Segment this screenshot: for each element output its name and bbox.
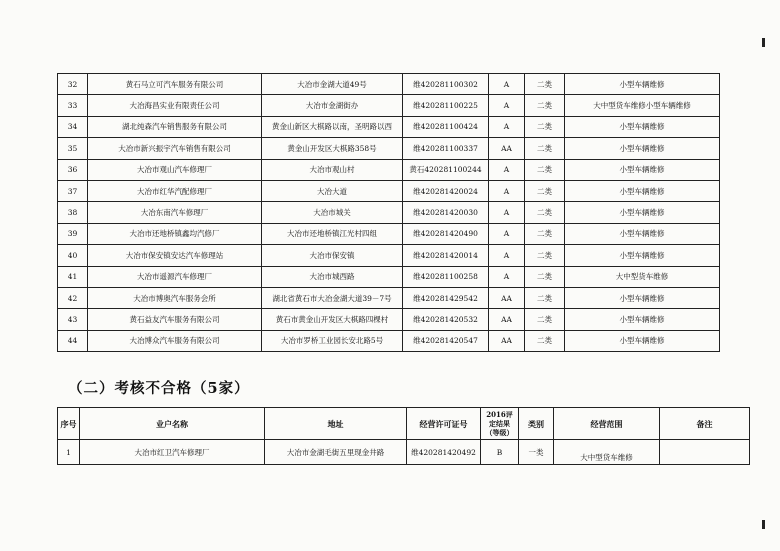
cell-grade: A: [489, 74, 525, 95]
cell-no: 37: [58, 180, 88, 201]
cell-scope: 小型车辆维修: [565, 74, 720, 95]
cell-no: 33: [58, 95, 88, 116]
table-row: [58, 95, 720, 116]
cell-name: 大冶市保安镇安达汽车修理站: [88, 245, 262, 266]
table-header-row: [58, 408, 750, 440]
cell-class: 一类: [519, 440, 554, 465]
cell-name: 大冶东南汽车修理厂: [88, 202, 262, 223]
cell-license: 维420281100258: [403, 266, 489, 287]
cell-scope: 小型车辆维修: [565, 159, 720, 180]
cell-class: 二类: [525, 116, 565, 137]
cell-grade: A: [489, 223, 525, 244]
cell-address: 大冶市金湖大道49号: [262, 74, 403, 95]
cell-address: 大冶市还地桥镇江光村四组: [262, 223, 403, 244]
cell-name: 大冶市遥源汽车修理厂: [88, 266, 262, 287]
cell-license: 维420281420024: [403, 180, 489, 201]
cell-class: 二类: [525, 159, 565, 180]
cell-class: 二类: [525, 202, 565, 223]
cell-scope: 大中型货车维修: [554, 440, 660, 465]
cell-name: 黄石益友汽车服务有限公司: [88, 309, 262, 330]
header-grade: 2016评定结果（等级）: [481, 408, 519, 440]
cell-license: 维420281100225: [403, 95, 489, 116]
table-row: [58, 330, 720, 351]
cell-license: 维420281100302: [403, 74, 489, 95]
cell-name: 大冶市博奥汽车服务会所: [88, 287, 262, 308]
unqualified-enterprises-table: [57, 407, 750, 465]
cell-scope: 小型车辆维修: [565, 180, 720, 201]
cell-remark: [660, 440, 750, 465]
cell-class: 二类: [525, 95, 565, 116]
cell-scope: 小型车辆维修: [565, 330, 720, 351]
cell-address: 大冶大道: [262, 180, 403, 201]
table-row: [58, 180, 720, 201]
cell-license: 维420281420492: [407, 440, 481, 465]
cell-grade: A: [489, 266, 525, 287]
cell-license: 维420281420532: [403, 309, 489, 330]
table-row: [58, 309, 720, 330]
unqualified-table-body: [58, 440, 750, 465]
cell-name: 大冶市红华汽配修理厂: [88, 180, 262, 201]
cell-no: 43: [58, 309, 88, 330]
cell-address: 大冶市城西路: [262, 266, 403, 287]
cell-grade: A: [489, 95, 525, 116]
qualified-enterprises-table: [57, 73, 720, 352]
cell-grade: AA: [489, 330, 525, 351]
cell-name: 大冶市观山汽车修理厂: [88, 159, 262, 180]
cell-scope: 小型车辆维修: [565, 223, 720, 244]
cell-address: 大冶市金湖毛街五里现金井路: [265, 440, 407, 465]
cell-scope: 小型车辆维修: [565, 138, 720, 159]
cell-grade: A: [489, 180, 525, 201]
table-row: [58, 223, 720, 244]
cell-scope: 大中型货车维修: [565, 266, 720, 287]
cell-grade: A: [489, 202, 525, 223]
cell-address: 大冶市罗桥工业园长安北路5号: [262, 330, 403, 351]
cell-class: 二类: [525, 330, 565, 351]
cell-grade: A: [489, 245, 525, 266]
cell-name: 大冶博众汽车服务有限公司: [88, 330, 262, 351]
table-row: [58, 287, 720, 308]
cell-address: 黄金山新区大棋路以南，圣明路以西: [262, 116, 403, 137]
cell-no: 36: [58, 159, 88, 180]
header-name: 业户名称: [80, 408, 265, 440]
binding-mark: [762, 520, 765, 529]
cell-name: 大冶市还地桥镇鑫均汽修厂: [88, 223, 262, 244]
cell-address: 黄石市黄金山开发区大棋路四棵村: [262, 309, 403, 330]
cell-license: 维420281100337: [403, 138, 489, 159]
cell-scope: 小型车辆维修: [565, 245, 720, 266]
cell-no: 32: [58, 74, 88, 95]
cell-address: 大冶市观山村: [262, 159, 403, 180]
cell-no: 34: [58, 116, 88, 137]
table-row: [58, 138, 720, 159]
cell-license: 维420281420547: [403, 330, 489, 351]
cell-class: 二类: [525, 245, 565, 266]
cell-name: 湖北纯森汽车销售服务有限公司: [88, 116, 262, 137]
header-class: 类别: [519, 408, 554, 440]
table-row: [58, 116, 720, 137]
header-address: 地址: [265, 408, 407, 440]
cell-class: 二类: [525, 266, 565, 287]
cell-class: 二类: [525, 223, 565, 244]
cell-class: 二类: [525, 309, 565, 330]
cell-grade: AA: [489, 309, 525, 330]
cell-grade: AA: [489, 138, 525, 159]
header-no: 序号: [58, 408, 80, 440]
cell-address: 大冶市金湖街办: [262, 95, 403, 116]
cell-grade: B: [481, 440, 519, 465]
cell-license: 维420281100424: [403, 116, 489, 137]
cell-name: 大冶海昌实业有限责任公司: [88, 95, 262, 116]
cell-class: 二类: [525, 287, 565, 308]
cell-scope: 小型车辆维修: [565, 309, 720, 330]
cell-no: 38: [58, 202, 88, 223]
cell-no: 41: [58, 266, 88, 287]
cell-license: 维420281420014: [403, 245, 489, 266]
cell-scope: 小型车辆维修: [565, 116, 720, 137]
cell-grade: AA: [489, 287, 525, 308]
cell-address: 湖北省黄石市大冶金湖大道39－7号: [262, 287, 403, 308]
cell-scope: 大中型货车维修小型车辆维修: [565, 95, 720, 116]
cell-name: 黄石马立可汽车服务有限公司: [88, 74, 262, 95]
cell-grade: A: [489, 159, 525, 180]
table-row: [58, 440, 750, 465]
cell-no: 39: [58, 223, 88, 244]
table-row: [58, 202, 720, 223]
header-scope: 经营范围: [554, 408, 660, 440]
cell-class: 二类: [525, 138, 565, 159]
cell-license: 维420281429542: [403, 287, 489, 308]
cell-class: 二类: [525, 180, 565, 201]
header-remark: 备注: [660, 408, 750, 440]
cell-address: 大冶市城关: [262, 202, 403, 223]
cell-address: 黄金山开发区大棋路358号: [262, 138, 403, 159]
cell-scope: 小型车辆维修: [565, 287, 720, 308]
cell-license: 维420281420030: [403, 202, 489, 223]
section-heading: （二）考核不合格（5家）: [68, 380, 250, 397]
qualified-table-body: [58, 74, 720, 352]
cell-no: 1: [58, 440, 80, 465]
cell-class: 二类: [525, 74, 565, 95]
cell-no: 35: [58, 138, 88, 159]
cell-license: 维420281420490: [403, 223, 489, 244]
cell-no: 44: [58, 330, 88, 351]
cell-grade: A: [489, 116, 525, 137]
table-row: [58, 159, 720, 180]
cell-address: 大冶市保安镇: [262, 245, 403, 266]
table-row: [58, 245, 720, 266]
binding-mark: [762, 38, 765, 47]
cell-scope: 小型车辆维修: [565, 202, 720, 223]
table-row: [58, 74, 720, 95]
cell-name: 大冶市红卫汽车修理厂: [80, 440, 265, 465]
cell-no: 40: [58, 245, 88, 266]
cell-no: 42: [58, 287, 88, 308]
cell-license: 黄石420281100244: [403, 159, 489, 180]
header-license: 经营许可证号: [407, 408, 481, 440]
cell-name: 大冶市新兴振宇汽车销售有限公司: [88, 138, 262, 159]
table-row: [58, 266, 720, 287]
